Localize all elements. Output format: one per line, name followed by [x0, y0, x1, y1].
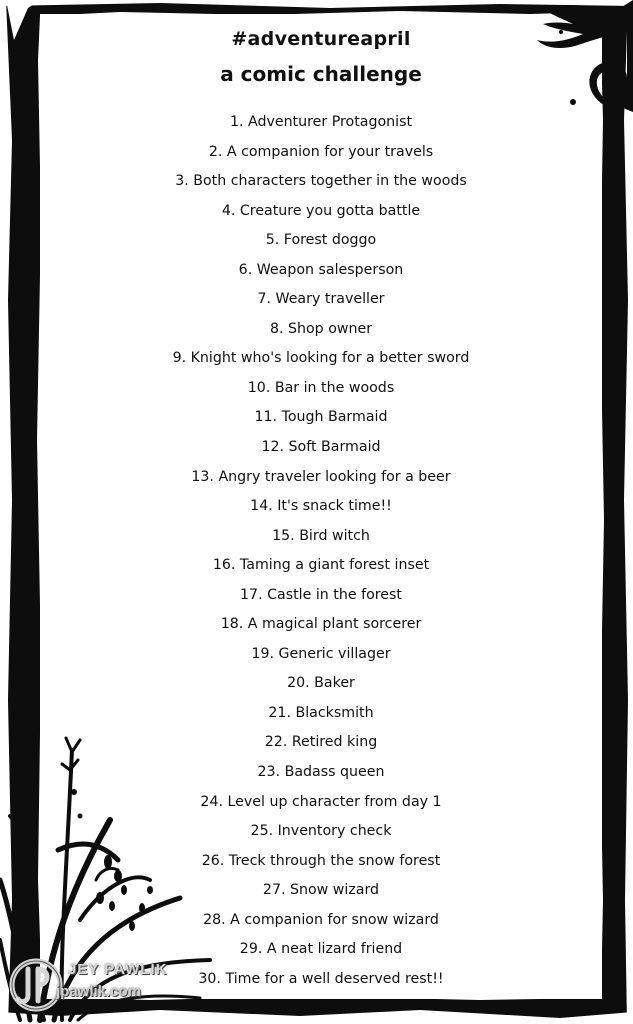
- list-item: 16. Taming a giant forest inset: [212, 557, 430, 574]
- watermark-name: JEY PAWLIK: [68, 961, 168, 978]
- hashtag-title: #adventureapril: [231, 28, 411, 50]
- ink-flourish-icon: [513, 0, 633, 120]
- list-item: 19. Generic villager: [251, 645, 391, 662]
- subtitle: a comic challenge: [220, 62, 422, 86]
- list-item: 27. Snow wizard: [262, 882, 380, 899]
- list-item: 28. A companion for snow wizard: [203, 911, 439, 928]
- list-item: 4. Creature you gotta battle: [221, 202, 421, 219]
- list-item: 7. Weary traveller: [257, 291, 385, 308]
- list-item: 20. Baker: [287, 675, 355, 692]
- list-item: 14. It's snack time!!: [250, 498, 392, 515]
- list-item: 15. Bird witch: [272, 527, 370, 544]
- list-item: 10. Bar in the woods: [247, 379, 395, 396]
- list-item: 3. Both characters together in the woods: [175, 173, 467, 190]
- list-item: 25. Inventory check: [250, 823, 392, 840]
- list-item: 1. Adventurer Protagonist: [229, 114, 413, 130]
- list-item: 5. Forest doggo: [265, 232, 377, 249]
- watermark-site: jpawlik.com: [56, 983, 142, 1000]
- list-item: 29. A neat lizard friend: [239, 941, 403, 958]
- list-item: 12. Soft Barmaid: [261, 439, 381, 456]
- list-item: 9. Knight who's looking for a better sword: [172, 350, 470, 367]
- list-item: 23. Badass queen: [257, 764, 385, 781]
- list-item: 13. Angry traveler looking for a beer: [191, 468, 451, 485]
- watermark-logo: [6, 955, 186, 1015]
- list-item: 8. Shop owner: [269, 320, 373, 337]
- list-item: 2. A companion for your travels: [208, 143, 434, 160]
- list-item: 17. Castle in the forest: [240, 586, 402, 603]
- list-item: 24. Level up character from day 1: [200, 793, 442, 810]
- list-item: 6. Weapon salesperson: [238, 261, 404, 278]
- list-item: 18. A magical plant sorcerer: [220, 616, 422, 633]
- list-item: 30. Time for a well deserved rest!!: [198, 970, 444, 987]
- list-item: 11. Tough Barmaid: [254, 409, 388, 426]
- list-item: 26. Treck through the snow forest: [201, 852, 441, 869]
- list-item: 22. Retired king: [264, 734, 378, 751]
- list-item: 21. Blacksmith: [268, 704, 374, 721]
